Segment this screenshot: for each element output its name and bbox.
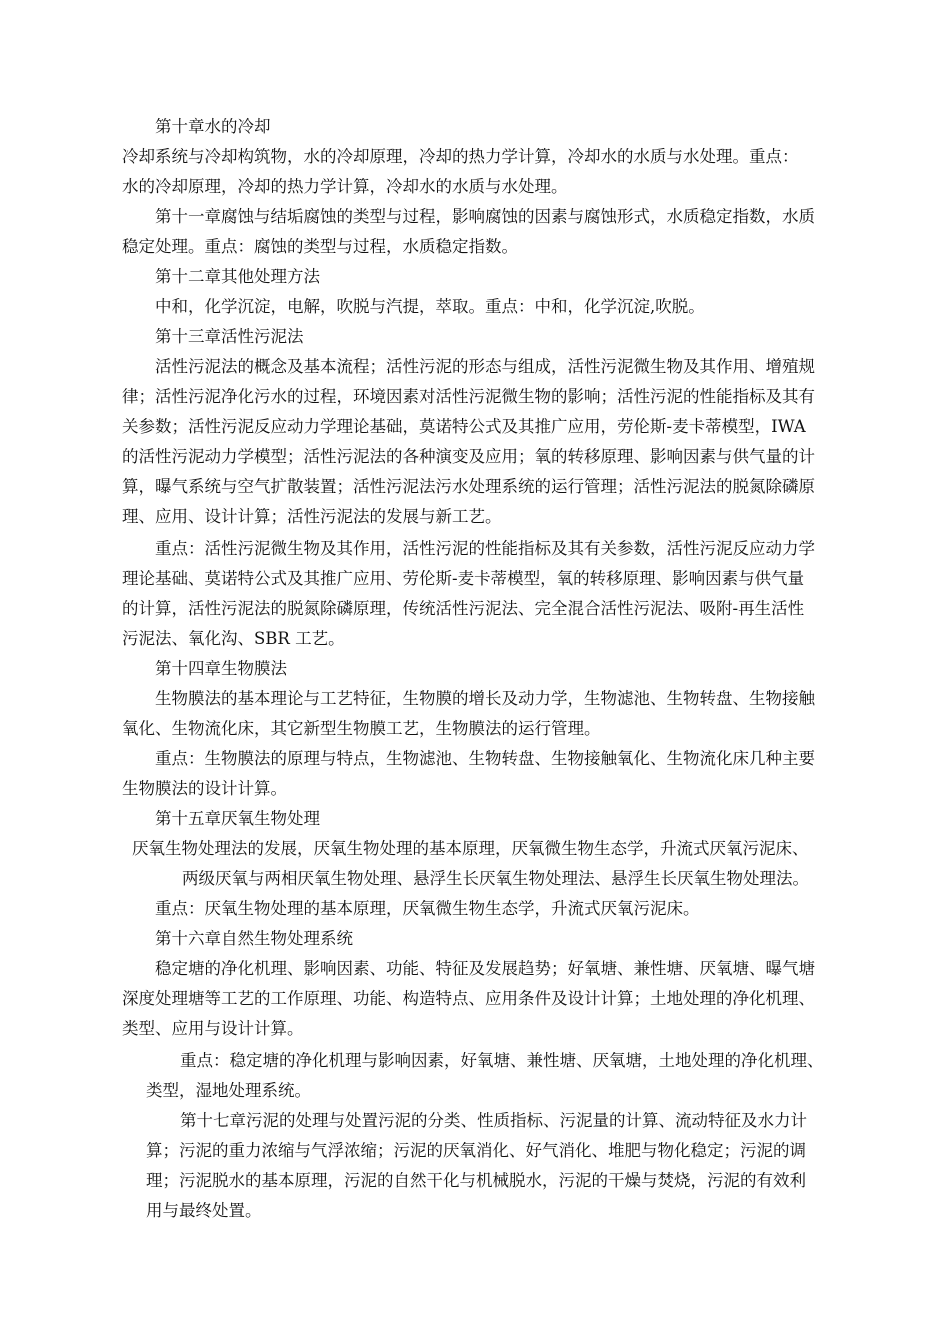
chapter-14-keypoints-line: 生物膜法的设计计算。 [122,779,287,798]
chapter-13-text-line: 律；活性污泥净化污水的过程，环境因素对活性污泥微生物的影响；活性污泥的性能指标及其有 [122,387,815,406]
chapter-15-text-line: 两级厌氧与两相厌氧生物处理、悬浮生长厌氧生物处理法、悬浮生长厌氧生物处理法。 [182,869,809,888]
chapter-10-text-line: 水的冷却原理，冷却的热力学计算，冷却水的水质与水处理。 [122,177,568,196]
chapter-13-text-line: 的活性污泥动力学模型；活性污泥法的各种演变及应用；氧的转移原理、影响因素与供气量的计 [122,447,815,466]
chapter-12-text-line: 中和，化学沉淀，电解，吹脱与汽提，萃取。重点：中和，化学沉淀,吹脱。 [155,297,705,316]
chapter-15-keypoints-line: 重点：厌氧生物处理的基本原理，厌氧微生物生态学，升流式厌氧污泥床。 [155,899,700,918]
chapter-14-text-line: 氧化、生物流化床，其它新型生物膜工艺，生物膜法的运行管理。 [122,719,601,738]
chapter-15-text-line: 厌氧生物处理法的发展，厌氧生物处理的基本原理，厌氧微生物生态学，升流式厌氧污泥床、 [132,839,809,858]
chapter-13-keypoints-line: 重点：活性污泥微生物及其作用，活性污泥的性能指标及其有关参数，活性污泥反应动力学 [155,539,815,558]
chapter-13-text-line: 理、应用、设计计算；活性污泥法的发展与新工艺。 [122,507,502,526]
chapter-14-heading: 第十四章生物膜法 [155,659,287,678]
chapter-16-text-line: 稳定塘的净化机理、影响因素、功能、特征及发展趋势；好氧塘、兼性塘、厌氧塘、曝气塘 [155,959,815,978]
chapter-14-text-line: 生物膜法的基本理论与工艺特征，生物膜的增长及动力学，生物滤池、生物转盘、生物接触 [155,689,815,708]
chapter-13-heading: 第十三章活性污泥法 [155,327,304,346]
chapter-13-text-line: 活性污泥法的概念及基本流程；活性污泥的形态与组成，活性污泥微生物及其作用、增殖规 [155,357,815,376]
chapter-16-keypoints-line: 重点：稳定塘的净化机理与影响因素，好氧塘、兼性塘、厌氧塘，土地处理的净化机理、 [180,1051,824,1070]
chapter-11-text-line: 稳定处理。重点：腐蚀的类型与过程，水质稳定指数。 [122,237,518,256]
chapter-12-heading: 第十二章其他处理方法 [155,267,320,286]
chapter-15-heading: 第十五章厌氧生物处理 [155,809,320,828]
chapter-17-text-line: 理；污泥脱水的基本原理，污泥的自然干化与机械脱水，污泥的干燥与焚烧，污泥的有效利 [146,1171,806,1190]
chapter-13-text-line: 关参数；活性污泥反应动力学理论基础，莫诺特公式及其推广应用，劳伦斯-麦卡蒂模型，IWA [122,417,806,436]
chapter-16-keypoints-line: 类型，湿地处理系统。 [146,1081,311,1100]
chapter-11-heading: 第十一章腐蚀与结垢腐蚀的类型与过程，影响腐蚀的因素与腐蚀形式，水质稳定指数，水质 [155,207,815,226]
chapter-16-heading: 第十六章自然生物处理系统 [155,929,353,948]
chapter-14-keypoints-line: 重点：生物膜法的原理与特点，生物滤池、生物转盘、生物接触氧化、生物流化床几种主要 [155,749,815,768]
chapter-13-keypoints-line: 的计算，活性污泥法的脱氮除磷原理，传统活性污泥法、完全混合活性污泥法、吸附-再生活性 [122,599,805,618]
chapter-17-text-line: 用与最终处置。 [146,1201,262,1220]
chapter-10-text-line: 冷却系统与冷却构筑物，水的冷却原理，冷却的热力学计算，冷却水的水质与水处理。重点： [122,147,799,166]
chapter-17-heading: 第十七章污泥的处理与处置污泥的分类、性质指标、污泥量的计算、流动特征及水力计 [180,1111,807,1130]
chapter-17-text-line: 算；污泥的重力浓缩与气浮浓缩；污泥的厌氧消化、好气消化、堆肥与物化稳定；污泥的调 [146,1141,806,1160]
chapter-13-keypoints-line: 理论基础、莫诺特公式及其推广应用、劳伦斯-麦卡蒂模型，氧的转移原理、影响因素与供气量 [122,569,805,588]
chapter-16-text-line: 深度处理塘等工艺的工作原理、功能、构造特点、应用条件及设计计算；土地处理的净化机理、 [122,989,815,1008]
chapter-13-keypoints-line: 污泥法、氧化沟、SBR 工艺。 [122,629,345,648]
chapter-10-heading: 第十章水的冷却 [155,117,271,136]
chapter-13-text-line: 算，曝气系统与空气扩散装置；活性污泥法污水处理系统的运行管理；活性污泥法的脱氮除磷原 [122,477,815,496]
chapter-16-text-line: 类型、应用与设计计算。 [122,1019,304,1038]
